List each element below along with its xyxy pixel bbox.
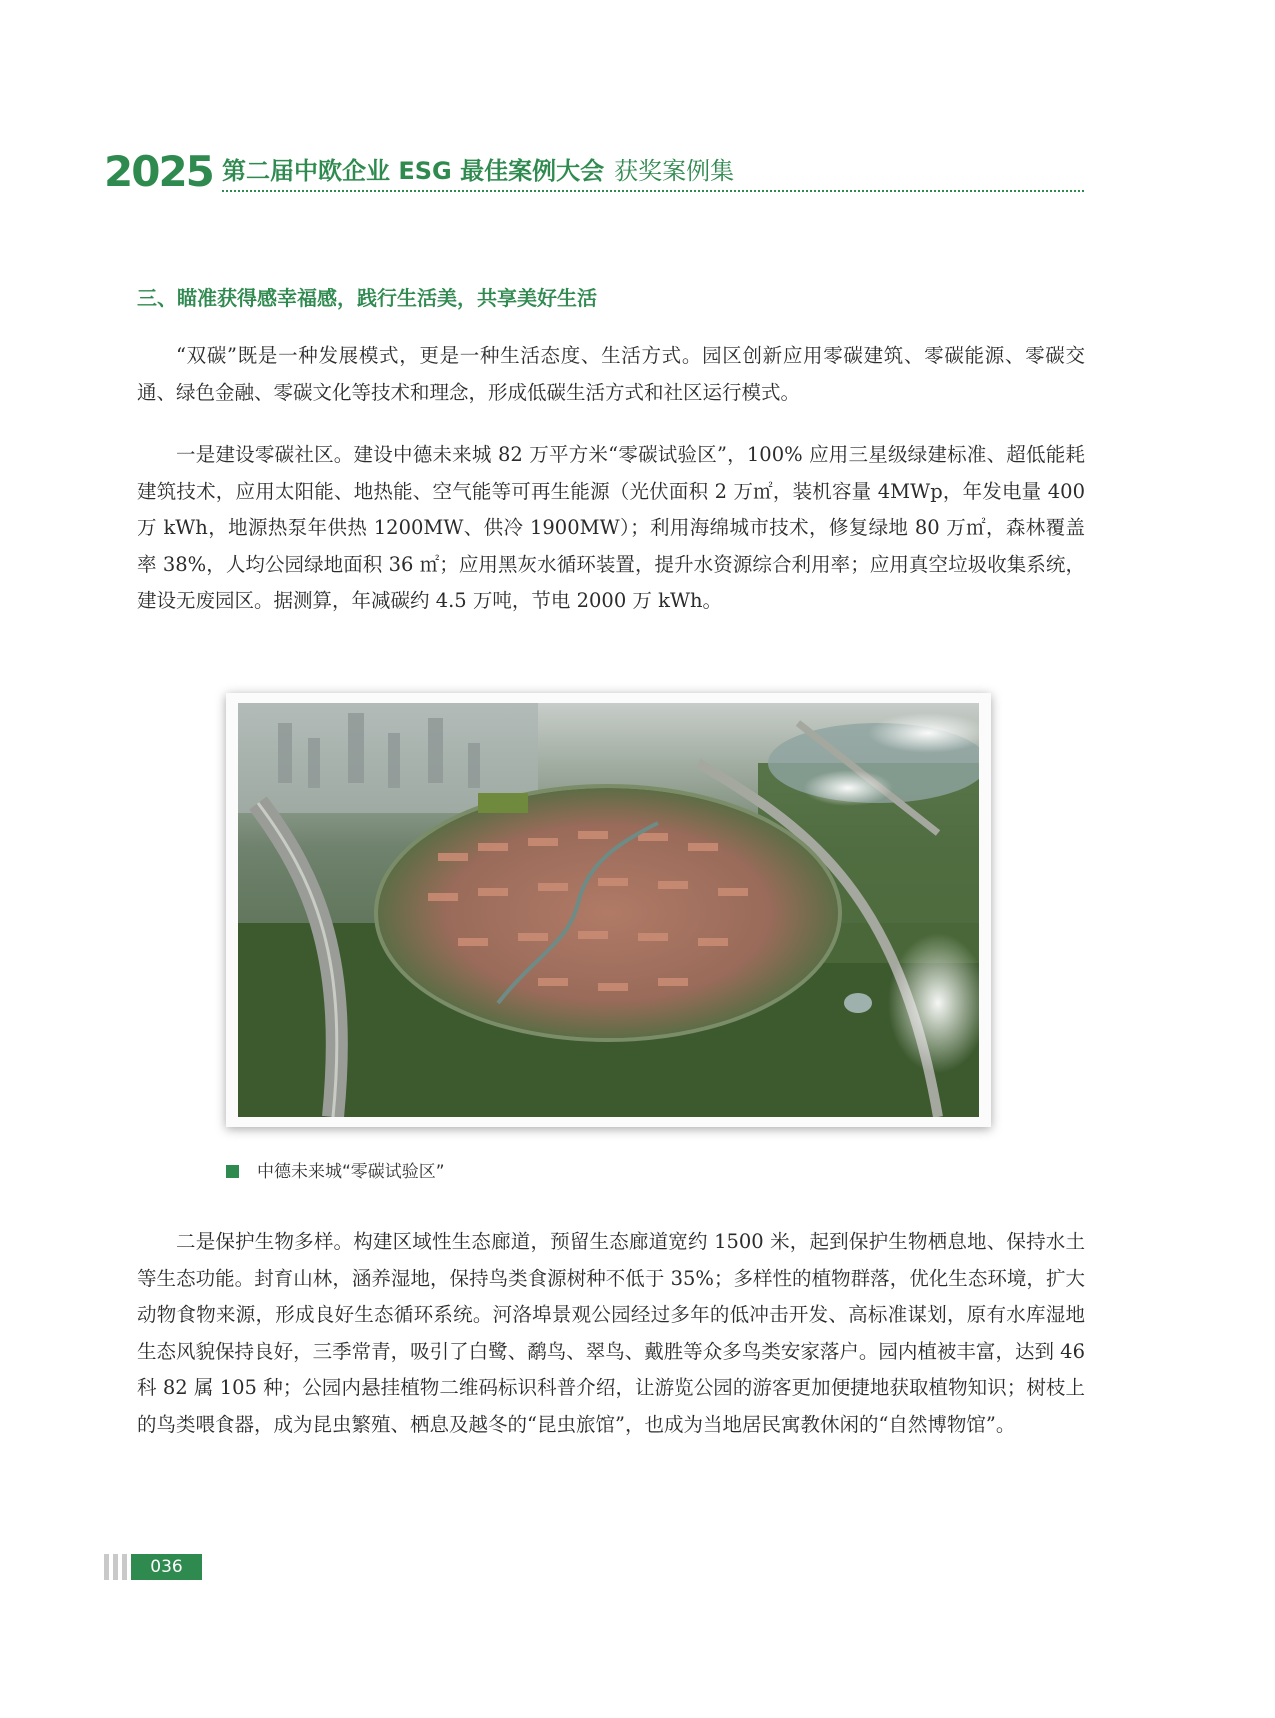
paragraph-biodiversity: 二是保护生物多样。构建区域性生态廊道，预留生态廊道宽约 1500 米，起到保护生物栖息地、保持水土等生态功能。封育山林，涵养湿地，保持鸟类食源树种不低于 35%；多样性的植物群落，优化生态环境，扩大动物食物来源，形成良好生态循环系统。河洛埠景观公园经过多年的低冲击开发、高标准谋划，原有水库湿地生态风貌保持良好，三季常青，吸引了白鹭、鹬鸟、翠鸟、戴胜等众多鸟类安家落户。园内植被丰富，达到 46 科 82 属 105 种；公园内悬挂植物二维码标识科普介绍，让游览公园的游客更加便捷地获取植物知识；树枝上的鸟类喂食器，成为昆虫繁殖、栖息及越冬的“昆虫旅馆”，也成为当地居民寓教休闲的“自然博物馆”。 — [137, 1230, 1085, 1436]
header-title — [222, 154, 734, 188]
aerial-city-photo — [238, 703, 979, 1117]
page-number: 036 — [131, 1554, 202, 1580]
figure-photo-frame — [226, 693, 991, 1127]
caption-square-icon — [226, 1165, 239, 1178]
header-dotted-rule — [222, 190, 1084, 192]
paragraph-zero-carbon-community: 一是建设零碳社区。建设中德未来城 82 万平方米“零碳试验区”，100% 应用三星级绿建标准、超低能耗建筑技术，应用太阳能、地热能、空气能等可再生能源（光伏面积 2 万㎡，装机容量 4MWp，年发电量 400 万 kWh，地源热泵年供热 1200MW、供冷 1900MW）；利用海绵城市技术，修复绿地 80 万㎡，森林覆盖率 38%，人均公园绿地面积 36 ㎡；应用黑灰水循环装置，提升水资源综合利用率；应用真空垃圾收集系统，建设无废园区。据测算，年减碳约 4.5 万吨，节电 2000 万 kWh。 — [137, 443, 1085, 612]
header-title-main: 第二届中欧企业 ESG 最佳案例大会 — [222, 157, 605, 185]
figure-caption — [226, 1160, 445, 1184]
logo-year: 2025 — [104, 147, 213, 196]
page-header — [104, 148, 1084, 196]
page-number-bars — [104, 1554, 128, 1580]
header-subtitle: 获奖案例集 — [614, 157, 735, 185]
caption-text: 中德未来城“零碳试验区” — [257, 1162, 445, 1182]
section-heading: 三、瞄准获得感幸福感，践行生活美，共享美好生活 — [137, 286, 597, 310]
paragraph-intro: “双碳”既是一种发展模式，更是一种生活态度、生活方式。园区创新应用零碳建筑、零碳能源、零碳交通、绿色金融、零碳文化等技术和理念，形成低碳生活方式和社区运行模式。 — [137, 344, 1085, 404]
